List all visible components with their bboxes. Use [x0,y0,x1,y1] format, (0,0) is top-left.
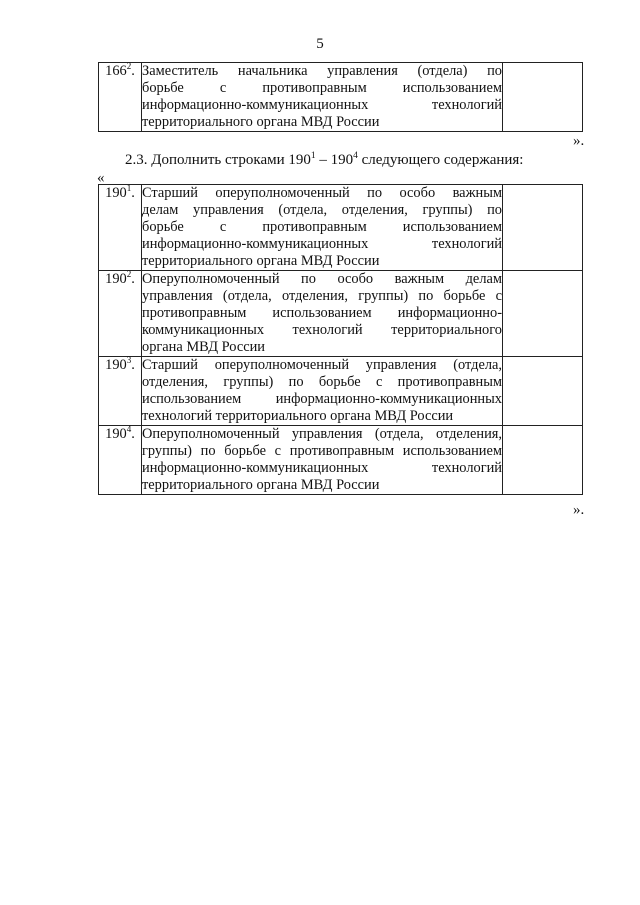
position-title-line: информационно-коммуникационных технологий [142,460,502,476]
table-row [99,426,583,495]
position-title [142,63,503,132]
position-title-line: Заместитель начальника управления (отдела) по [142,63,502,79]
position-title-line: группы) по борьбе с противоправным использованием [142,443,502,459]
row-number-value: 166 [105,63,127,79]
position-title-line: противоправным использованием информационно- [142,305,502,321]
row-number-value: 190 [105,271,127,287]
section-heading [125,152,523,169]
empty-cell [503,426,583,495]
row-number: $190^2$. [99,271,142,357]
heading-prefix: 2.3. Дополнить строками 190 [125,152,311,168]
position-title-line: органа МВД России [142,339,266,355]
position-title [142,357,503,426]
empty-cell [503,357,583,426]
table-row [99,63,583,132]
row-number-superscript: 3 [126,355,132,366]
row-number: $190^4$. [99,426,142,495]
position-title-line: управления (отдела, отделения, группы) по борьбе с [142,288,502,304]
opening-quote: « [97,170,105,186]
position-title-line: территориального органа МВД России [142,477,380,493]
table-row [99,271,583,357]
position-title-line: коммуникационных технологий территориального [142,322,502,338]
position-title-line: территориального органа МВД России [142,253,380,269]
position-title-line: использованием информационно-коммуникационных [142,391,502,407]
position-title-line: технологий территориального органа МВД России [142,408,454,424]
closing-quote: ». [573,133,585,149]
position-title-line: отделения, группы) по борьбе с противоправным [142,374,502,390]
heading-suffix: следующего содержания: [357,152,524,168]
heading-range-separator: – 190 [315,152,354,168]
position-title [142,185,503,271]
position-title [142,271,503,357]
row-number-superscript: 2 [126,269,132,280]
row-number-superscript: 1 [126,183,132,194]
heading-superscript-start: 1 [310,151,316,161]
row-number-superscript: 4 [126,424,132,435]
row-number-value: 190 [105,357,127,373]
position-title-line: территориального органа МВД России [142,114,380,130]
position-title-line: борьбе с противоправным использованием [142,219,502,235]
position-table-166 [98,62,583,132]
row-number-value: 190 [105,185,127,201]
row-number: $190^3$. [99,357,142,426]
position-table-190 [98,184,583,495]
heading-superscript-end: 4 [353,151,358,161]
position-title-line: информационно-коммуникационных технологий [142,97,502,113]
position-title-line: информационно-коммуникационных технологий [142,236,502,252]
position-title [142,426,503,495]
row-number: $190^1$. [99,185,142,271]
empty-cell [503,185,583,271]
page-number: 5 [316,36,324,52]
position-title-line: борьбе с противоправным использованием [142,80,502,96]
table-row [99,185,583,271]
position-title-line: Старший оперуполномоченный по особо важным [142,185,502,201]
row-number-value: 190 [105,426,127,442]
position-title-line: Оперуполномоченный по особо важным делам [142,271,502,287]
empty-cell [503,271,583,357]
position-title-line: Старший оперуполномоченный управления (отдела, [142,357,502,373]
position-title-line: делам управления (отдела, отделения, группы) по [142,202,502,218]
closing-quote-final: ». [573,502,585,518]
table-row [99,357,583,426]
position-title-line: Оперуполномоченный управления (отдела, отделения, [142,426,502,442]
row-number-superscript: 2 [126,61,132,72]
empty-cell [503,63,583,132]
row-number: $166^2$. [99,63,142,132]
